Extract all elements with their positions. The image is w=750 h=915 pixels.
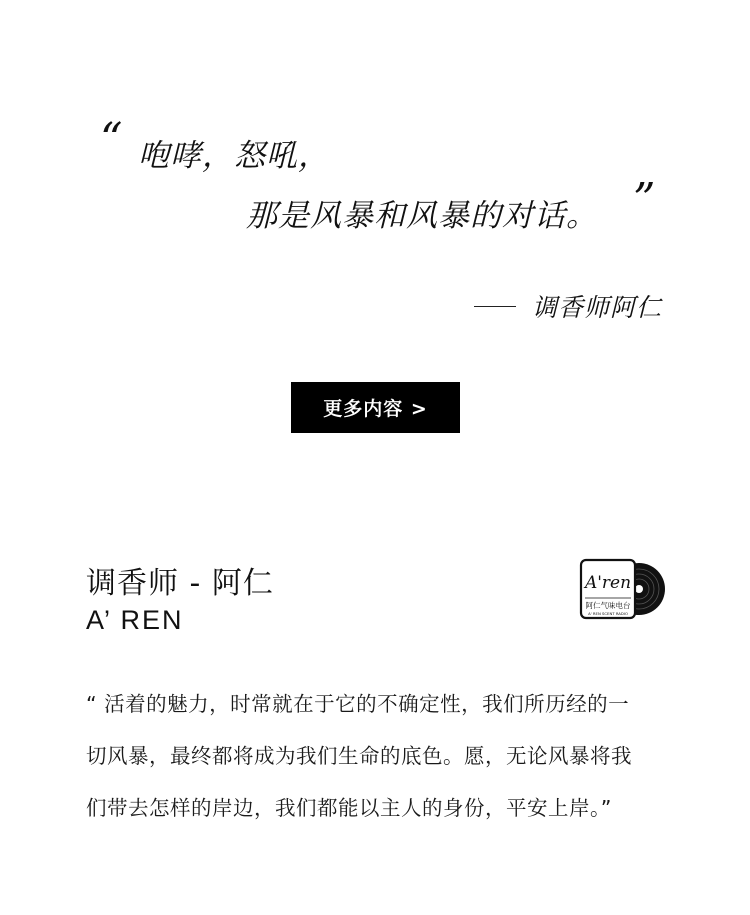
quote-block <box>0 0 750 340</box>
vinyl-record-icon <box>579 558 667 620</box>
more-content-button[interactable]: 更多内容 > <box>291 382 460 433</box>
body-line-2: 切风暴，最终都将成为我们生命的底色。愿，无论风暴将我 <box>86 744 632 768</box>
body-line-1: “ 活着的魅力，时常就在于它的不确定性，我们所历经的一 <box>86 692 630 716</box>
logo-caption-en: A' REN SCENT RADIO <box>588 611 628 616</box>
body-line-3: 们带去怎样的岸边，我们都能以主人的身份，平安上岸。” <box>86 796 612 820</box>
perfumer-subtitle: A’ REN <box>86 605 184 635</box>
attribution-name: 调香师阿仁 <box>531 293 662 322</box>
scent-radio-logo <box>579 558 667 620</box>
logo-caption-cn: 阿仁气味电台 <box>585 601 631 610</box>
quote-attribution <box>474 288 662 324</box>
quote-line-2: 那是风暴和风暴的对话。 <box>246 198 598 234</box>
quote-line-1: 咆哮，怒吼， <box>138 138 330 174</box>
quote-close-mark: ” <box>633 174 656 225</box>
body-paragraph <box>86 678 676 834</box>
logo-script-text: A'ren <box>584 573 632 593</box>
quote-open-mark: “ <box>100 114 123 165</box>
attribution-dash <box>474 306 516 307</box>
perfumer-title: 调香师 - 阿仁 <box>86 566 274 601</box>
